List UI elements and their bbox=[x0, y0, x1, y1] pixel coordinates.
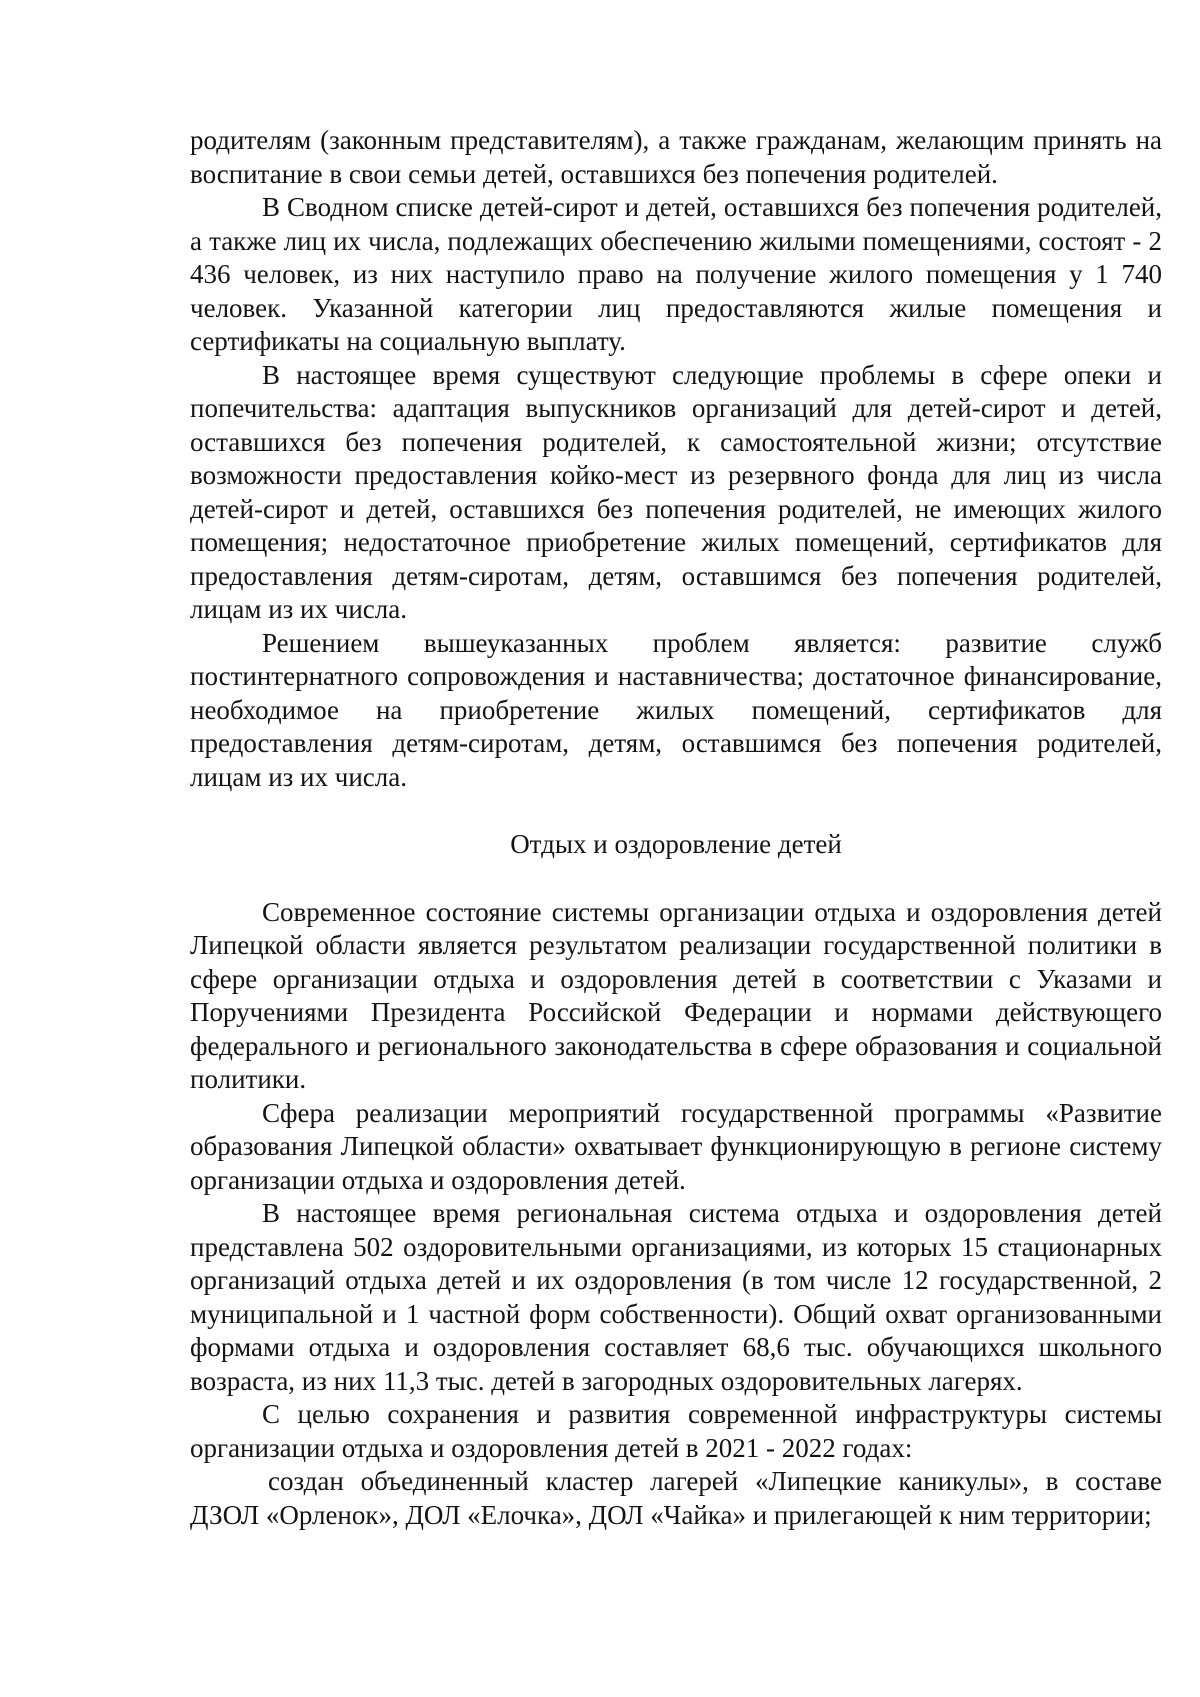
paragraph-program-scope: Сфера реализации мероприятий государственной программы «Развитие образования Липецкой области» охватывает функционирующую в регионе систему организации отдыха и оздоровления детей. bbox=[190, 1097, 1162, 1195]
paragraph-infrastructure-goals: С целью сохранения и развития современной инфраструктуры системы организации отдыха и оздоровления детей в 2021 - 2022 годах: bbox=[190, 1399, 1162, 1463]
document-body bbox=[190, 124, 1162, 1532]
paragraph-camp-cluster: создан объединенный кластер лагерей «Липецкие каникулы», в составе ДЗОЛ «Орленок», ДОЛ «Елочка», ДОЛ «Чайка» и прилегающей к ним территории; bbox=[190, 1466, 1162, 1530]
paragraph-orphans-housing-list: В Сводном списке детей-сирот и детей, оставшихся без попечения родителей, а также лиц их числа, подлежащих обеспечению жилыми помещениями, состоят - 2 436 человек, из них наступило право на получение жилого помещения у 1 740 человек. Указанной категории лиц предоставляются жилые помещения и сертификаты на социальную выплату. bbox=[190, 192, 1162, 356]
paragraph-recreation-system-state: Современное состояние системы организации отдыха и оздоровления детей Липецкой области является результатом реализации государственной политики в сфере организации отдыха и оздоровления детей в соответствии с Указами и Поручениями Президента Российской Федерации и нормами действующего федерального и регионального законодательства в сфере образования и социальной политики. bbox=[190, 896, 1162, 1094]
paragraph-guardianship-problems: В настоящее время существуют следующие проблемы в сфере опеки и попечительства: адаптация выпускников организаций для детей-сирот и детей, оставшихся без попечения родителей, к самостоятельной жизни; отсутствие возможности предоставления койко-мест из резервного фонда для лиц из числа детей-сирот и детей, оставшихся без попечения родителей, не имеющих жилого помещения; недостаточное приобретение жилых помещений, сертификатов для предоставления детям-сиротам, детям, оставшимся без попечения родителей, лицам из их числа. bbox=[190, 359, 1162, 624]
paragraph-problem-solutions: Решением вышеуказанных проблем является: развитие служб постинтернатного сопровождения и наставничества; достаточное финансирование, необходимое на приобретение жилых помещений, сертификатов для предоставления детям-сиротам, детям, оставшимся без попечения родителей, лицам из их числа. bbox=[190, 627, 1162, 792]
paragraph-regional-recreation-stats: В настоящее время региональная система отдыха и оздоровления детей представлена 502 оздоровительными организациями, из которых 15 стационарных организаций отдыха детей и их оздоровления (в том числе 12 государственной, 2 муниципальной и 1 частной форм собственности). Общий охват организованными формами отдыха и оздоровления составляет 68,6 тыс. обучающихся школьного возраста, из них 11,3 тыс. детей в загородных оздоровительных лагерях. bbox=[190, 1198, 1162, 1396]
paragraph-guardianship-candidates: родителям (законным представителям), а также гражданам, желающим принять на воспитание в свои семьи детей, оставшихся без попечения родителей. bbox=[190, 125, 1162, 189]
section-heading: Отдых и оздоровление детей bbox=[510, 829, 842, 859]
